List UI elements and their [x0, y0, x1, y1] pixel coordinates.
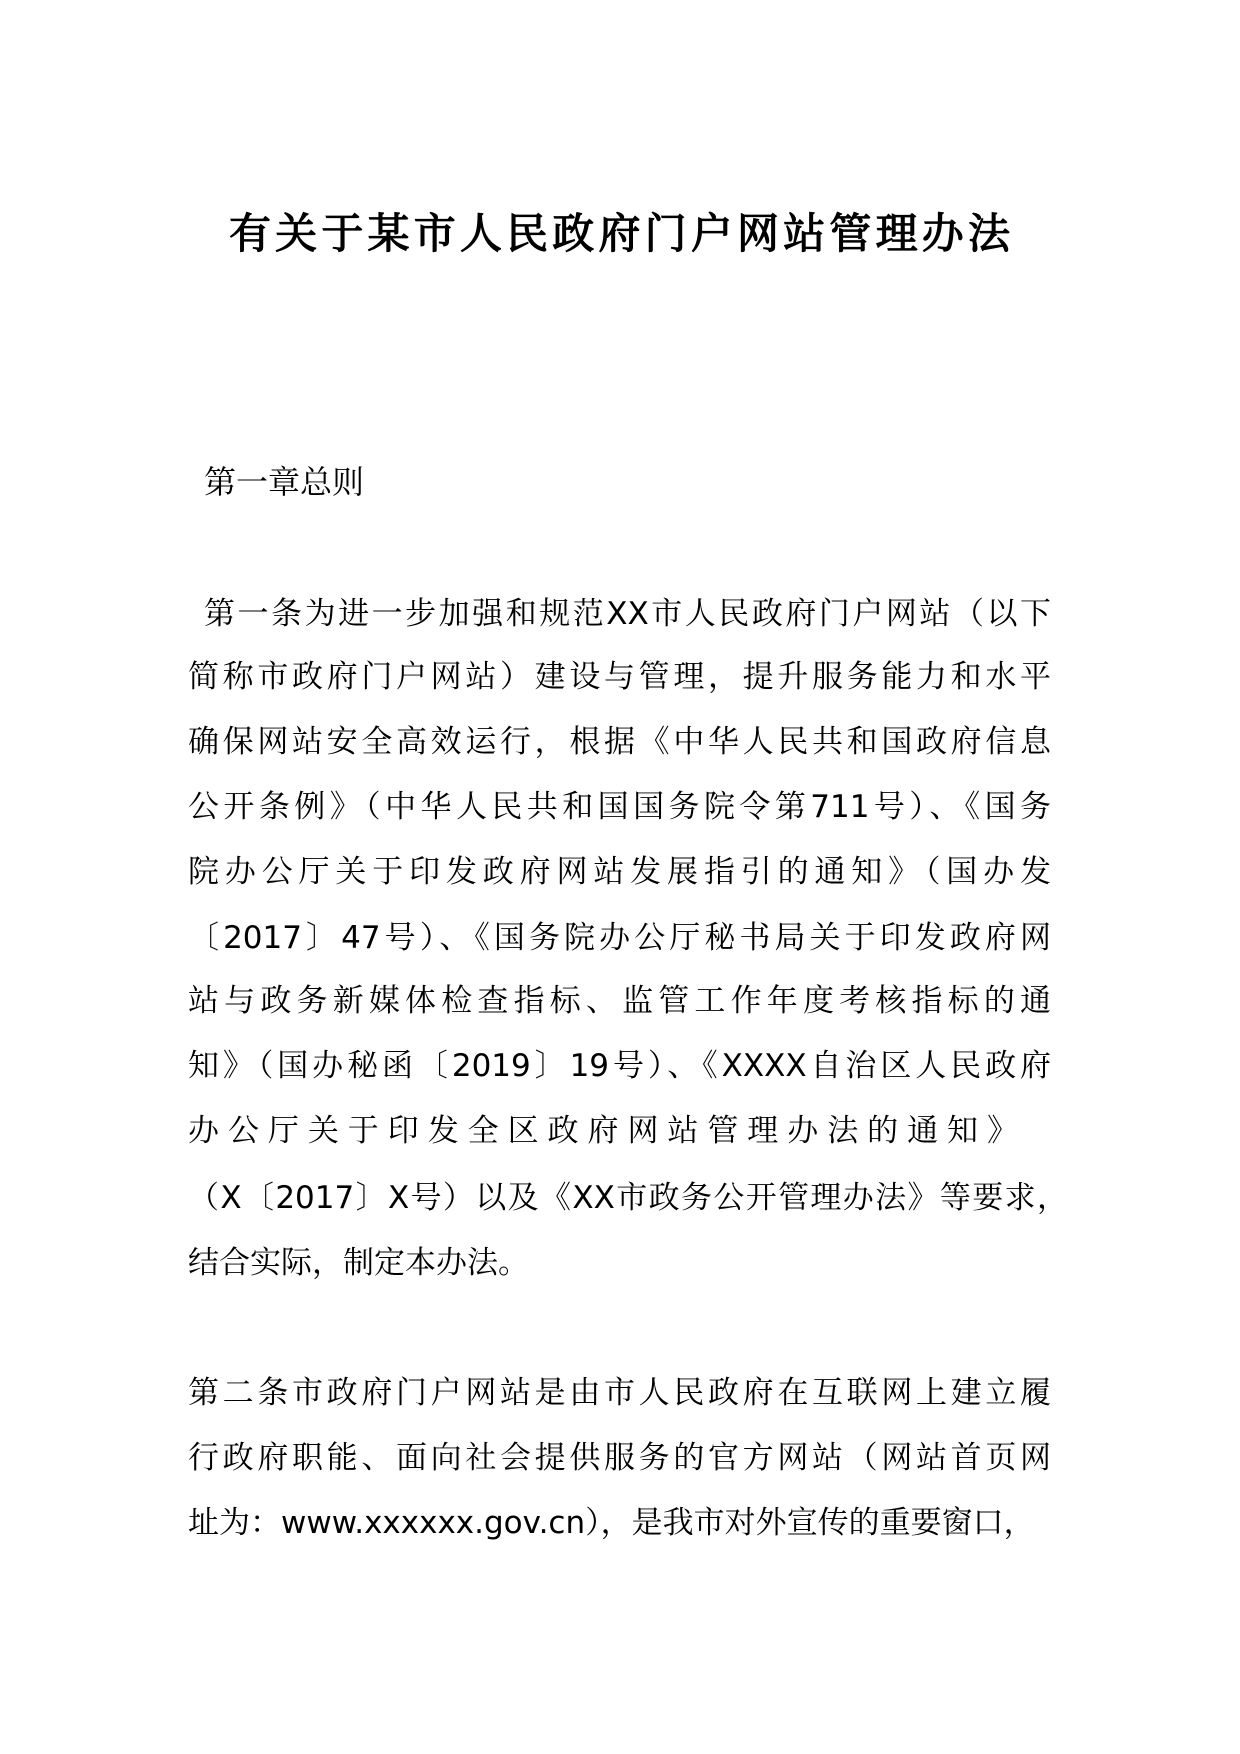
- paragraph-line: 第一条为进一步加强和规范XX市人民政府门户网站（以下: [204, 596, 1051, 632]
- paragraph-line: 行政府职能、面向社会提供服务的官方网站（网站首页网: [188, 1440, 1051, 1476]
- chapter-heading: 第一章总则: [204, 463, 365, 501]
- paragraph-line: 结合实际，制定本办法。: [188, 1245, 529, 1281]
- paragraph-line: 院办公厅关于印发政府网站发展指引的通知》（国办发: [188, 854, 1051, 890]
- paragraph-line: 址为：www.xxxxxx.gov.cn），是我市对外宣传的重要窗口，: [188, 1505, 1035, 1541]
- paragraph-line: 确保网站安全高效运行，根据《中华人民共和国政府信息: [188, 724, 1051, 760]
- paragraph-line: 第二条市政府门户网站是由市人民政府在互联网上建立履: [188, 1375, 1051, 1411]
- document-title: 有关于某市人民政府门户网站管理办法: [229, 209, 1010, 258]
- paragraph-line: 站与政务新媒体检查指标、监管工作年度考核指标的通: [188, 983, 1051, 1019]
- paragraph-line: 知》（国办秘函〔2019〕19号）、《XXXX自治区人民政府: [188, 1048, 1051, 1084]
- paragraph-line: 公开条例》（中华人民共和国国务院令第711号）、《国务: [188, 789, 1051, 825]
- paragraph-line: （X〔2017〕X号）以及《XX市政务公开管理办法》等要求，: [188, 1180, 1068, 1216]
- paragraph-line: 〔2017〕47号）、《国务院办公厅秘书局关于印发政府网: [188, 920, 1051, 956]
- paragraph-line: 简称市政府门户网站）建设与管理，提升服务能力和水平: [188, 659, 1051, 695]
- paragraph-line: 办公厅关于印发全区政府网站管理办法的通知》: [188, 1113, 1018, 1149]
